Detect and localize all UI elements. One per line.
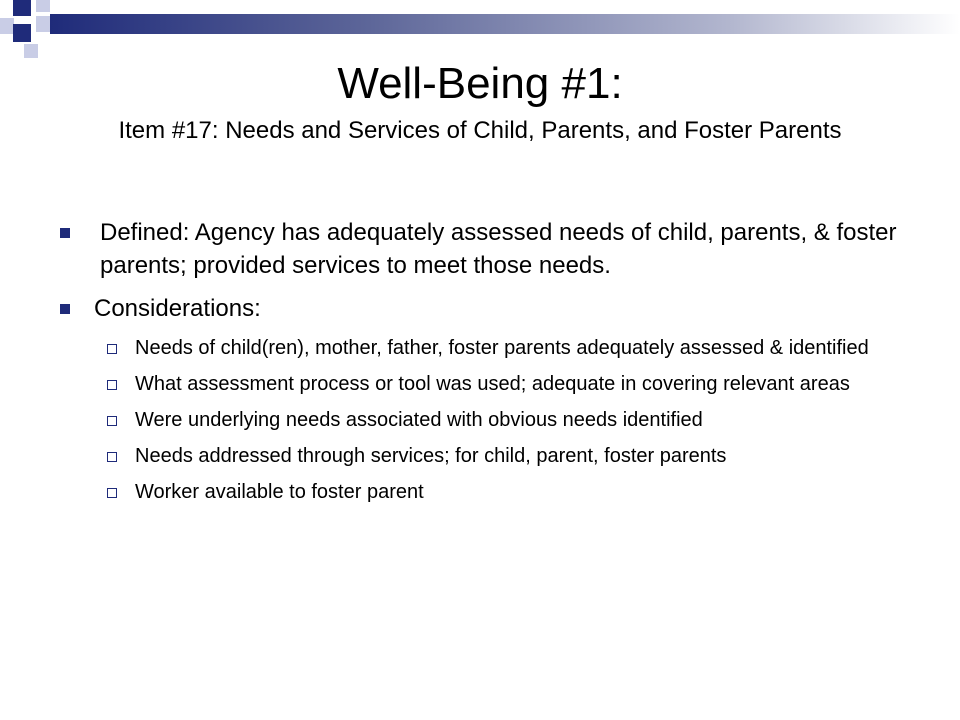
list-item	[60, 335, 920, 361]
list-item-text: What assessment process or tool was used; adequate in covering relevant areas	[135, 373, 850, 395]
list-item	[60, 443, 920, 469]
bullet-text: Defined: Agency has adequately assessed needs of child, parents, & foster parents; provided services to meet those needs.	[100, 219, 897, 279]
hollow-square-bullet-icon	[107, 344, 117, 354]
decor-square-light	[36, 0, 50, 12]
considerations-list	[60, 335, 920, 505]
bullet-text: Considerations:	[94, 295, 261, 322]
hollow-square-bullet-icon	[107, 452, 117, 462]
list-item	[60, 407, 920, 433]
hollow-square-bullet-icon	[107, 416, 117, 426]
slide-title	[40, 58, 920, 148]
slide-body	[60, 216, 920, 515]
hollow-square-bullet-icon	[107, 488, 117, 498]
decor-gradient-bar	[50, 14, 960, 34]
bullet-defined	[60, 216, 920, 282]
filled-square-bullet-icon	[60, 228, 70, 238]
slide-decoration	[0, 0, 960, 60]
bullet-considerations	[60, 292, 920, 325]
title-subtitle: Item #17: Needs and Services of Child, Parents, and Foster Parents	[118, 117, 842, 144]
title-main: Well-Being #1:	[337, 59, 623, 108]
list-item-text: Worker available to foster parent	[135, 481, 424, 503]
decor-square-light	[24, 44, 38, 58]
list-item-text: Needs addressed through services; for child, parent, foster parents	[135, 445, 727, 467]
decor-square-navy	[13, 0, 31, 16]
list-item-text: Were underlying needs associated with obvious needs identified	[135, 409, 703, 431]
filled-square-bullet-icon	[60, 304, 70, 314]
list-item	[60, 479, 920, 505]
list-item-text: Needs of child(ren), mother, father, foster parents adequately assessed & identified	[135, 337, 869, 359]
decor-square-navy	[13, 24, 31, 42]
list-item	[60, 371, 920, 397]
hollow-square-bullet-icon	[107, 380, 117, 390]
decor-square-light	[0, 18, 14, 34]
